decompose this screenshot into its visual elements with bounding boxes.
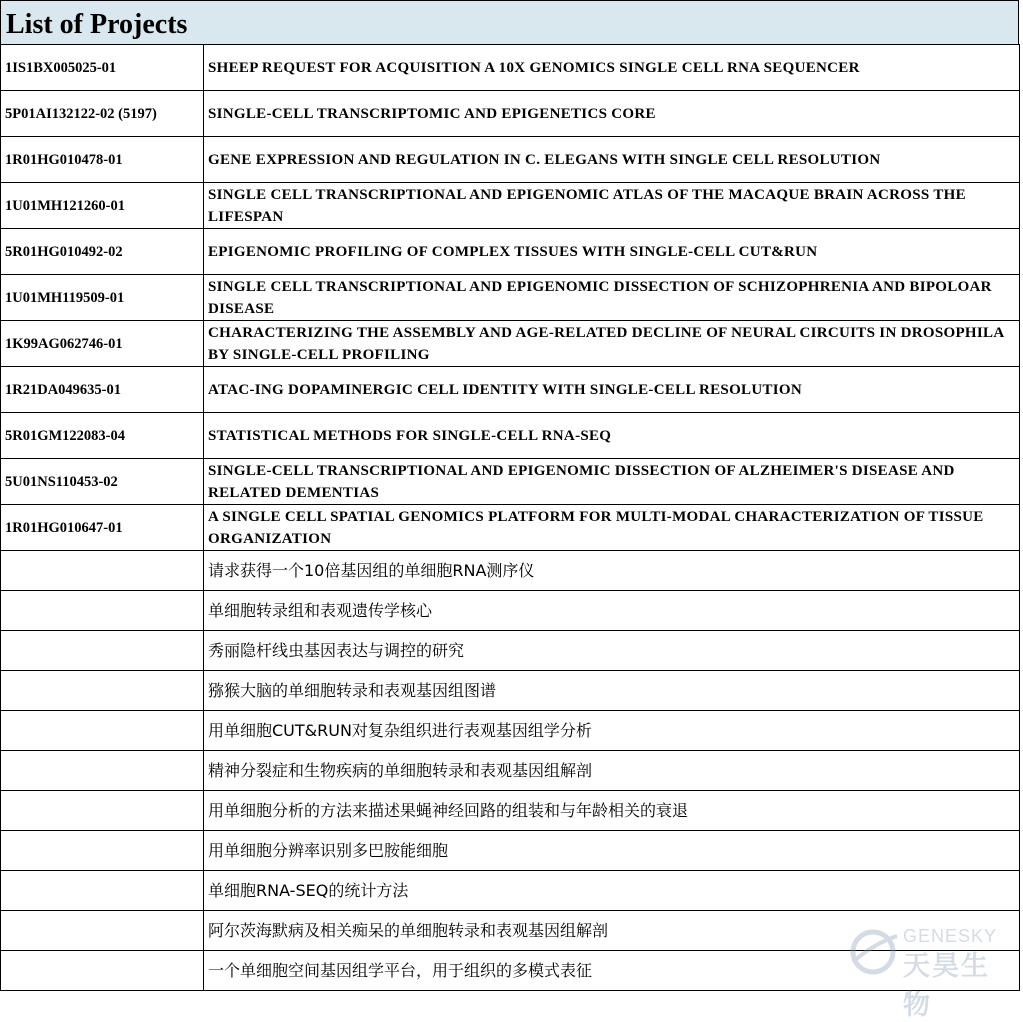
project-title: A SINGLE CELL SPATIAL GENOMICS PLATFORM FOR MULTI-MODAL CHARACTERIZATION OF TISSUE ORGANIZATION	[204, 505, 1020, 551]
project-code: 5U01NS110453-02	[1, 459, 204, 505]
project-code: 1U01MH121260-01	[1, 183, 204, 229]
project-row	[1, 137, 1020, 183]
empty-cell	[1, 671, 204, 711]
logo-text-en: GENESKY	[903, 926, 998, 946]
empty-cell	[1, 591, 204, 631]
translation-row	[1, 551, 1020, 591]
empty-cell	[1, 951, 204, 991]
project-title: SHEEP REQUEST FOR ACQUISITION A 10X GENOMICS SINGLE CELL RNA SEQUENCER	[204, 45, 1020, 91]
project-code: 1R01HG010647-01	[1, 505, 204, 551]
genesky-logo-icon	[847, 926, 901, 976]
translation-row	[1, 711, 1020, 751]
translated-title: 用单细胞分析的方法来描述果蝇神经回路的组装和与年龄相关的衰退	[204, 791, 1020, 831]
translation-row	[1, 631, 1020, 671]
translation-row	[1, 591, 1020, 631]
translated-title: 猕猴大脑的单细胞转录和表观基因组图谱	[204, 671, 1020, 711]
translation-row	[1, 791, 1020, 831]
project-code: 1IS1BX005025-01	[1, 45, 204, 91]
translation-row	[1, 871, 1020, 911]
project-code: 1R21DA049635-01	[1, 367, 204, 413]
project-title: EPIGENOMIC PROFILING OF COMPLEX TISSUES WITH SINGLE-CELL CUT&RUN	[204, 229, 1020, 275]
translated-title: 用单细胞分辨率识别多巴胺能细胞	[204, 831, 1020, 871]
project-row	[1, 275, 1020, 321]
page-title: List of Projects	[0, 0, 1019, 44]
translated-title: 单细胞RNA-SEQ的统计方法	[204, 871, 1020, 911]
empty-cell	[1, 791, 204, 831]
logo-text-zh: 天昊生物	[903, 951, 990, 1021]
project-code: 1K99AG062746-01	[1, 321, 204, 367]
translated-title: 阿尔茨海默病及相关痴呆的单细胞转录和表观基因组解剖	[204, 911, 1020, 951]
empty-cell	[1, 871, 204, 911]
project-row	[1, 91, 1020, 137]
project-code: 5R01HG010492-02	[1, 229, 204, 275]
project-code: 1R01HG010478-01	[1, 137, 204, 183]
genesky-logo	[847, 926, 1015, 1021]
translated-title: 用单细胞CUT&RUN对复杂组织进行表观基因组学分析	[204, 711, 1020, 751]
translated-title: 一个单细胞空间基因组学平台，用于组织的多模式表征	[204, 951, 1020, 991]
empty-cell	[1, 751, 204, 791]
project-row	[1, 459, 1020, 505]
project-title: STATISTICAL METHODS FOR SINGLE-CELL RNA-SEQ	[204, 413, 1020, 459]
project-title: CHARACTERIZING THE ASSEMBLY AND AGE-RELATED DECLINE OF NEURAL CIRCUITS IN DROSOPHILA BY SINGLE-CELL PROFILING	[204, 321, 1020, 367]
empty-cell	[1, 831, 204, 871]
translation-row	[1, 751, 1020, 791]
empty-cell	[1, 551, 204, 591]
translated-title: 请求获得一个10倍基因组的单细胞RNA测序仪	[204, 551, 1020, 591]
project-row	[1, 321, 1020, 367]
project-row	[1, 229, 1020, 275]
project-code: 5R01GM122083-04	[1, 413, 204, 459]
project-title: SINGLE-CELL TRANSCRIPTIONAL AND EPIGENOMIC DISSECTION OF ALZHEIMER'S DISEASE AND RELATED DEMENTIAS	[204, 459, 1020, 505]
empty-cell	[1, 631, 204, 671]
translated-title: 单细胞转录组和表观遗传学核心	[204, 591, 1020, 631]
translated-title: 精神分裂症和生物疾病的单细胞转录和表观基因组解剖	[204, 751, 1020, 791]
translation-row	[1, 671, 1020, 711]
translated-title: 秀丽隐杆线虫基因表达与调控的研究	[204, 631, 1020, 671]
project-title: SINGLE-CELL TRANSCRIPTOMIC AND EPIGENETICS CORE	[204, 91, 1020, 137]
project-title: SINGLE CELL TRANSCRIPTIONAL AND EPIGENOMIC DISSECTION OF SCHIZOPHRENIA AND BIPOLOAR DISEASE	[204, 275, 1020, 321]
empty-cell	[1, 711, 204, 751]
empty-cell	[1, 911, 204, 951]
project-code: 5P01AI132122-02 (5197)	[1, 91, 204, 137]
project-code: 1U01MH119509-01	[1, 275, 204, 321]
projects-table	[0, 44, 1020, 991]
project-row	[1, 183, 1020, 229]
project-row	[1, 367, 1020, 413]
project-row	[1, 413, 1020, 459]
project-title: GENE EXPRESSION AND REGULATION IN C. ELEGANS WITH SINGLE CELL RESOLUTION	[204, 137, 1020, 183]
project-title: ATAC-ING DOPAMINERGIC CELL IDENTITY WITH SINGLE-CELL RESOLUTION	[204, 367, 1020, 413]
translation-row	[1, 831, 1020, 871]
project-row	[1, 505, 1020, 551]
project-row	[1, 45, 1020, 91]
project-title: SINGLE CELL TRANSCRIPTIONAL AND EPIGENOMIC ATLAS OF THE MACAQUE BRAIN ACROSS THE LIFESPAN	[204, 183, 1020, 229]
